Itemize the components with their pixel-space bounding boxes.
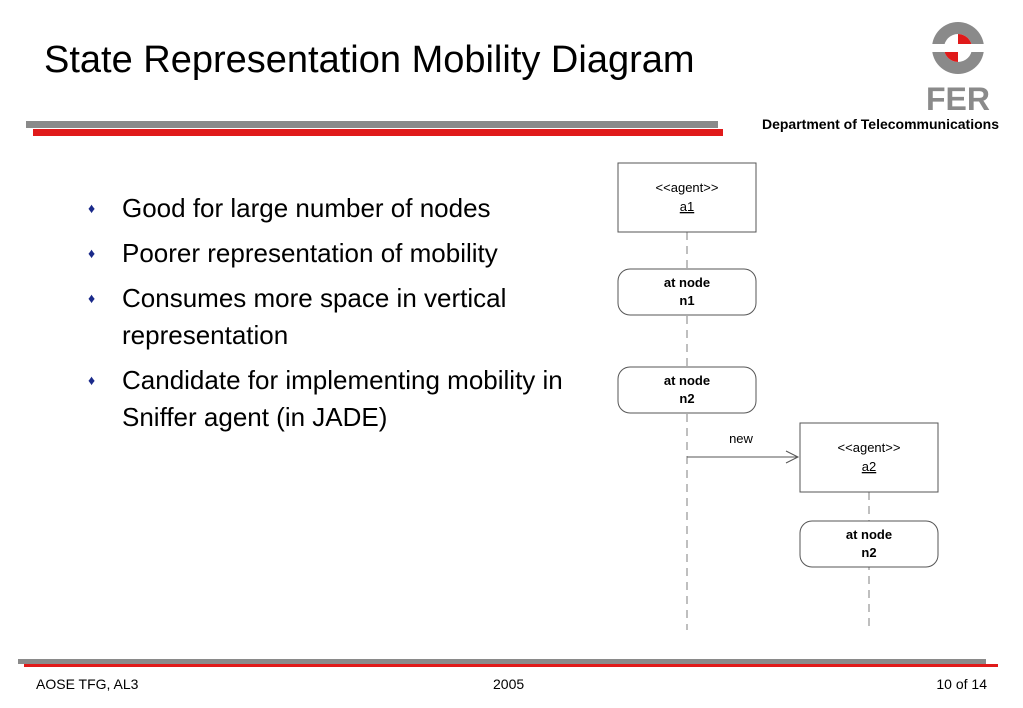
state-node: n2 <box>679 391 695 406</box>
state-label: at node <box>663 275 711 290</box>
footer-course: AOSE TFG, AL3 <box>36 676 139 692</box>
department-label: Department of Telecommunications <box>761 116 999 132</box>
state-box-a1-n1 <box>618 269 756 315</box>
agent-a2-name: a2 <box>861 459 877 474</box>
bullet-item: ♦ Candidate for implementing mobility in Sniffer agent (in JADE) <box>88 365 563 432</box>
diamond-bullet-icon: ♦ <box>88 245 96 261</box>
state-label: at node <box>663 373 711 388</box>
agent-a2-box <box>800 423 938 492</box>
footer-rule-red <box>24 664 998 667</box>
agent-a2-stereotype: <<agent>> <box>837 440 901 455</box>
state-box-a2-n2 <box>800 521 938 567</box>
diamond-bullet-icon: ♦ <box>88 290 96 306</box>
state-label: at node <box>845 527 893 542</box>
page-title: State Representation Mobility Diagram <box>44 39 695 81</box>
agent-a1-name: a1 <box>679 199 695 214</box>
state-node: n2 <box>861 545 877 560</box>
diamond-bullet-icon: ♦ <box>88 200 96 216</box>
fer-logo-text: FER <box>926 81 990 114</box>
new-message-arrow <box>687 431 798 463</box>
bullet-item: ♦ Good for large number of nodes <box>88 193 491 223</box>
footer-page-number: 10 of 14 <box>936 676 987 692</box>
bullet-item: ♦ Consumes more space in vertical representation <box>88 283 507 350</box>
bullet-item: ♦ Poorer representation of mobility <box>88 238 498 268</box>
state-box-a1-n2 <box>618 367 756 413</box>
diamond-bullet-icon: ♦ <box>88 372 96 388</box>
agent-a1-box <box>618 163 756 232</box>
message-label: new <box>729 431 753 446</box>
agent-a1-stereotype: <<agent>> <box>655 180 719 195</box>
state-node: n1 <box>679 293 695 308</box>
footer-year: 2005 <box>493 676 525 692</box>
